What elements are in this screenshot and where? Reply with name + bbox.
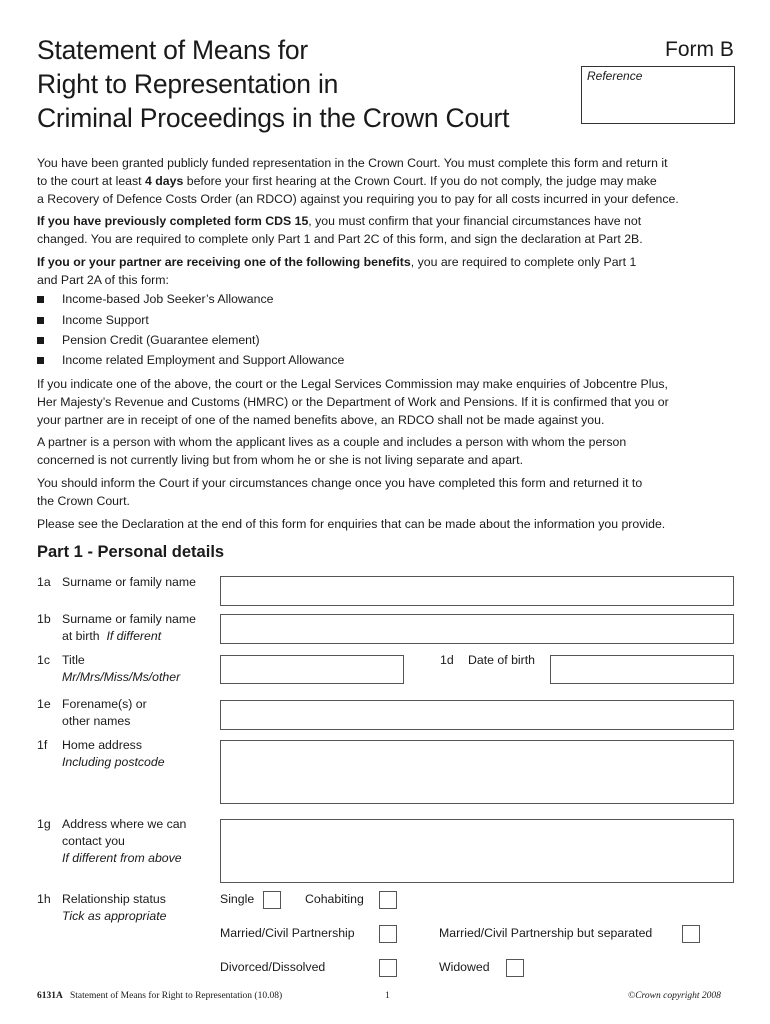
footer-code: 6131A (37, 991, 63, 1001)
option-married-separated-label: Married/Civil Partnership but separated (439, 926, 653, 940)
intro-paragraph-4: If you indicate one of the above, the court or the Legal Services Commission may make enquiries of Jobcentre Plus, Her Majesty’s Revenue and Customs (HMRC) or the Department of Work and Pensions. If it is confirmed that you or your partner are in receipt of one of the named benefits above, an RDCO shall not be made against you. (37, 377, 669, 427)
option-married-label: Married/Civil Partnership (220, 926, 355, 940)
field-1a-label: Surname or family name (62, 575, 196, 589)
divorced-checkbox[interactable] (379, 959, 397, 977)
field-1d-number: 1d (440, 653, 454, 667)
married-separated-checkbox[interactable] (682, 925, 700, 943)
intro-p3-line-2: and Part 2A of this form: (37, 273, 169, 287)
intro-p1-days: 4 days (145, 174, 184, 188)
surname-field[interactable] (220, 576, 734, 606)
footer-title: Statement of Means for Right to Representation (10.08) (70, 991, 283, 1001)
field-1e-number: 1e (37, 697, 51, 711)
field-1a-number: 1a (37, 575, 51, 589)
benefit-item: Pension Credit (Guarantee element) (37, 331, 260, 349)
forenames-field[interactable] (220, 700, 734, 730)
intro-p1-line-2a: to the court at least (37, 174, 146, 188)
surname-at-birth-field[interactable] (220, 614, 734, 644)
footer-copyright: ©Crown copyright 2008 (628, 991, 721, 1001)
field-1f-label: Home address Including postcode (62, 738, 165, 769)
intro-paragraph-1 (37, 154, 679, 208)
intro-paragraph-7: Please see the Declaration at the end of this form for enquiries that can be made about the information you provide. (37, 517, 666, 531)
intro-p2-line-2: changed. You are required to complete only Part 1 and Part 2C of this form, and sign the declaration at Part 2B. (37, 232, 643, 246)
contact-address-field[interactable] (220, 819, 734, 883)
reference-label: Reference (587, 69, 643, 83)
bullet-square-icon (37, 337, 44, 344)
field-1c-note: Mr/Mrs/Miss/Ms/other (62, 670, 181, 684)
field-1g-note: If different from above (62, 851, 182, 865)
married-checkbox[interactable] (379, 925, 397, 943)
part1-heading: Part 1 - Personal details (37, 543, 225, 561)
page-number: 1 (385, 991, 390, 1001)
field-1f-number: 1f (37, 738, 48, 752)
option-single-label: Single (220, 892, 255, 906)
cohabiting-checkbox[interactable] (379, 891, 397, 909)
field-1f-note: Including postcode (62, 755, 165, 769)
benefit-item: Income related Employment and Support Allowance (37, 351, 344, 369)
field-1h-number: 1h (37, 892, 51, 906)
field-1b-label: Surname or family name at birth If different (62, 612, 196, 643)
intro-p3-rest: , you are required to complete only Part 1 (410, 255, 637, 269)
bullet-square-icon (37, 296, 44, 303)
form-label: Form B (665, 38, 734, 61)
title-field[interactable] (220, 655, 404, 684)
field-1c-number: 1c (37, 653, 50, 667)
intro-paragraph-6: You should inform the Court if your circumstances change once you have completed this form and returned it to the Crown Court. (37, 476, 643, 508)
intro-paragraph-2 (37, 212, 643, 248)
intro-p2-rest: , you must confirm that your financial circumstances have not (308, 214, 642, 228)
field-1g-label: Address where we can contact you If different from above (62, 817, 187, 865)
bullet-square-icon (37, 357, 44, 364)
intro-paragraph-3 (37, 253, 636, 289)
option-cohabiting-label: Cohabiting (305, 892, 364, 906)
home-address-field[interactable] (220, 740, 734, 804)
footer-form-id (37, 991, 282, 1001)
form-title-line-3: Criminal Proceedings in the Crown Court (37, 103, 510, 133)
date-of-birth-field[interactable] (550, 655, 734, 684)
form-title-line-1: Statement of Means for (37, 35, 309, 65)
benefit-item: Income Support (37, 311, 149, 329)
bullet-square-icon (37, 317, 44, 324)
single-checkbox[interactable] (263, 891, 281, 909)
field-1h-label: Relationship status Tick as appropriate (62, 892, 167, 923)
intro-p1-line-2b: before your first hearing at the Crown Court. If you do not comply, the judge may make (183, 174, 657, 188)
field-1e-label: Forename(s) or other names (62, 697, 147, 728)
option-divorced-label: Divorced/Dissolved (220, 960, 326, 974)
option-widowed-label: Widowed (439, 960, 490, 974)
intro-p2-bold: If you have previously completed form CDS 15 (37, 214, 309, 228)
field-1d-label: Date of birth (468, 653, 535, 667)
field-1c-label: Title Mr/Mrs/Miss/Ms/other (62, 653, 181, 684)
intro-paragraph-5: A partner is a person with whom the applicant lives as a couple and includes a person with whom the person concerned is not currently living but from whom he or she is not living separate and apart. (37, 435, 627, 467)
form-title-line-2: Right to Representation in (37, 69, 339, 99)
intro-p1-line-3: a Recovery of Defence Costs Order (an RDCO) against you requiring you to pay for all costs incurred in your defence. (37, 192, 679, 206)
benefit-item: Income-based Job Seeker’s Allowance (37, 290, 273, 308)
field-1b-note: If different (106, 629, 162, 643)
intro-p3-bold: If you or your partner are receiving one of the following benefits (37, 255, 411, 269)
reference-field[interactable] (581, 66, 735, 124)
intro-p1-line-1: You have been granted publicly funded representation in the Crown Court. You must complete this form and return it (37, 156, 668, 170)
field-1b-number: 1b (37, 612, 51, 626)
widowed-checkbox[interactable] (506, 959, 524, 977)
field-1g-number: 1g (37, 817, 51, 831)
field-1h-note: Tick as appropriate (62, 909, 167, 923)
